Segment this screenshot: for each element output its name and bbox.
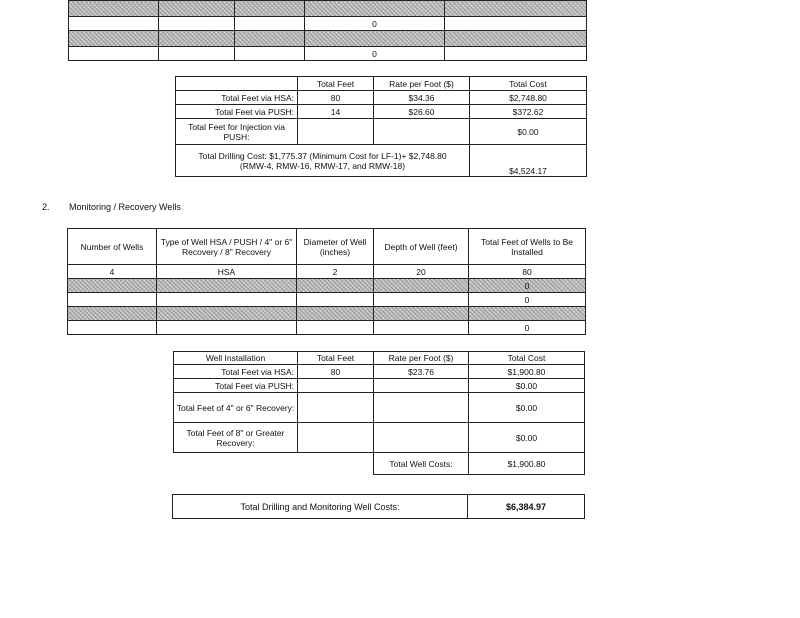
table-header [176,77,298,91]
table-cell: 0 [305,47,445,61]
well-total-value: $1,900.80 [469,453,585,475]
table-row [68,265,586,279]
table-cell: HSA [157,265,297,279]
row-label: Total Feet via HSA: [174,365,298,379]
table-cell: $34.36 [374,91,470,105]
table-cell: 80 [469,265,586,279]
drilling-cost-table [175,76,587,177]
table-cell [157,293,297,307]
table-cell [298,379,374,393]
table-cell [157,321,297,335]
table-cell [297,279,374,293]
table-cell: 2 [297,265,374,279]
table-cell [374,379,469,393]
table-header: Rate per Foot ($) [374,77,470,91]
table-cell [69,17,159,31]
table-cell [298,393,374,423]
table-cell [159,17,235,31]
table-cell: $0.00 [469,393,585,423]
table-row [68,293,586,307]
table-header: Total Cost [470,77,587,91]
table-cell [445,17,587,31]
table-cell: $1,900.80 [469,365,585,379]
table-cell [445,47,587,61]
table-cell [305,31,445,47]
table-cell [69,1,159,17]
table-cell: 80 [298,91,374,105]
table-cell: 14 [298,105,374,119]
table-cell [298,119,374,145]
well-installation-table [173,351,585,475]
table-cell: 80 [298,365,374,379]
table-header: Type of Well HSA / PUSH / 4" or 6" Recovery / 8" Recovery [157,229,297,265]
table-cell: $0.00 [469,379,585,393]
table-cell [159,47,235,61]
table-header: Well Installation [174,352,298,365]
table-cell [297,321,374,335]
table-cell: $0.00 [469,423,585,453]
grand-total-table [172,494,585,519]
table-cell: 0 [305,17,445,31]
row-label: Total Feet of 8" or Greater Recovery: [174,423,298,453]
grand-total-value: $6,384.97 [468,495,585,519]
table-cell: 0 [469,279,586,293]
table-cell: 4 [68,265,157,279]
table-cell [68,321,157,335]
table-cell [374,293,469,307]
table-cell [298,423,374,453]
grand-total-label: Total Drilling and Monitoring Well Costs: [173,495,468,519]
table-cell [157,279,297,293]
table-header: Diameter of Well (inches) [297,229,374,265]
table-header: Total Feet [298,352,374,365]
table-cell [374,119,470,145]
table-row [68,307,586,321]
table-cell [297,307,374,321]
table-cell [69,31,159,47]
table-cell [174,453,298,475]
wells-table [67,228,586,335]
table-header: Depth of Well (feet) [374,229,469,265]
table-cell [445,1,587,17]
top-partial-table [68,0,587,61]
well-total-label: Total Well Costs: [374,453,469,475]
table-cell: $23.76 [374,365,469,379]
table-cell [374,423,469,453]
section-number: 2. [42,202,50,212]
table-cell [235,31,305,47]
table-cell [305,1,445,17]
table-cell [68,307,157,321]
table-header: Number of Wells [68,229,157,265]
table-cell [159,31,235,47]
row-label: Total Feet for Injection via PUSH: [176,119,298,145]
drilling-total-value: $4,524.17 [470,145,587,177]
table-cell: $26.60 [374,105,470,119]
table-cell [374,307,469,321]
table-row [68,279,586,293]
table-cell: $0.00 [470,119,587,145]
table-cell [298,453,374,475]
table-cell [69,47,159,61]
row-label: Total Feet via PUSH: [174,379,298,393]
table-header: Total Feet [298,77,374,91]
table-cell [235,47,305,61]
table-header: Total Feet of Wells to Be Installed [469,229,586,265]
table-cell: 20 [374,265,469,279]
row-label: Total Feet via PUSH: [176,105,298,119]
table-cell [374,279,469,293]
table-cell [157,307,297,321]
row-label: Total Feet of 4" or 6" Recovery: [174,393,298,423]
table-cell [374,321,469,335]
table-header: Total Cost [469,352,585,365]
section-title: Monitoring / Recovery Wells [69,202,181,212]
row-label: Total Feet via HSA: [176,91,298,105]
table-cell: 0 [469,321,586,335]
table-cell [469,307,586,321]
table-cell [68,293,157,307]
table-cell: 0 [469,293,586,307]
table-cell: $372.62 [470,105,587,119]
table-cell [235,1,305,17]
table-row [68,321,586,335]
table-cell [68,279,157,293]
drilling-total-label: Total Drilling Cost: $1,775.37 (Minimum Cost for LF-1)+ $2,748.80 (RMW-4, RMW-16, RMW-17, and RMW-18) [176,145,470,177]
table-cell [159,1,235,17]
table-cell [374,393,469,423]
table-header: Rate per Foot ($) [374,352,469,365]
table-cell: $2,748.80 [470,91,587,105]
table-cell [445,31,587,47]
table-cell [297,293,374,307]
table-cell [235,17,305,31]
